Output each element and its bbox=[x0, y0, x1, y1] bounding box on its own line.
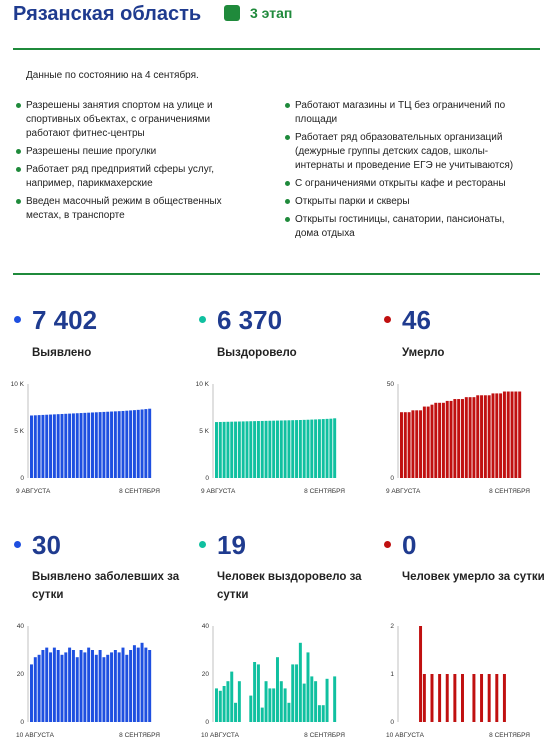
bullet-icon bbox=[285, 181, 290, 186]
y-tick-label: 0 bbox=[205, 719, 209, 726]
bullet-icon bbox=[16, 103, 21, 108]
chart-bar bbox=[91, 650, 94, 722]
chart-bar bbox=[472, 674, 475, 722]
bar-chart bbox=[189, 378, 349, 498]
stat-dot-icon bbox=[199, 316, 206, 323]
stat-dot-icon bbox=[384, 541, 391, 548]
chart-bar bbox=[307, 652, 310, 722]
restriction-item bbox=[285, 131, 525, 173]
chart-bar bbox=[453, 674, 456, 722]
chart-bar bbox=[234, 703, 237, 722]
x-start-label: 9 АВГУСТА bbox=[201, 488, 236, 495]
bar-chart bbox=[189, 620, 349, 740]
chart-bar bbox=[488, 395, 491, 478]
chart-bar bbox=[118, 652, 121, 722]
chart-bar bbox=[427, 407, 430, 478]
chart-bar bbox=[314, 419, 317, 478]
chart-bar bbox=[72, 413, 75, 478]
chart-bar bbox=[280, 420, 283, 478]
stat-label: Человек выздоровело за сутки bbox=[217, 571, 362, 601]
bullet-icon bbox=[285, 103, 290, 108]
stage-indicator-square bbox=[224, 5, 240, 21]
chart-bar bbox=[34, 415, 37, 478]
chart-bar bbox=[61, 414, 64, 478]
chart-bar bbox=[53, 414, 56, 478]
chart-bar bbox=[310, 420, 313, 478]
stat-value: 6 370 bbox=[217, 305, 283, 335]
y-tick-label: 40 bbox=[16, 623, 24, 630]
chart-bar bbox=[326, 419, 329, 478]
x-start-label: 10 АВГУСТА bbox=[386, 732, 424, 739]
chart-bar bbox=[30, 415, 33, 478]
bar-chart bbox=[374, 620, 534, 740]
chart-bar bbox=[469, 397, 472, 478]
restrictions-left-list bbox=[16, 99, 256, 227]
chart-bar bbox=[41, 650, 44, 722]
chart-bar bbox=[257, 664, 260, 722]
chart-bar bbox=[61, 655, 64, 722]
chart-bar bbox=[431, 405, 434, 478]
chart-bar bbox=[284, 688, 287, 722]
chart-bar bbox=[41, 415, 44, 478]
chart-bar bbox=[329, 419, 332, 478]
chart-bar bbox=[226, 422, 229, 478]
chart-bar bbox=[438, 403, 441, 478]
chart-bar bbox=[95, 412, 98, 478]
stat-value: 30 bbox=[32, 530, 61, 560]
chart-bar bbox=[238, 422, 241, 478]
chart-bar bbox=[438, 674, 441, 722]
chart-bar bbox=[472, 397, 475, 478]
chart-bar bbox=[295, 420, 298, 478]
chart-bar bbox=[64, 414, 67, 478]
chart-bar bbox=[83, 413, 86, 478]
chart-bar bbox=[507, 392, 510, 478]
chart-bar bbox=[38, 655, 41, 722]
bar-chart bbox=[4, 620, 164, 740]
chart-bar bbox=[91, 412, 94, 478]
x-start-label: 9 АВГУСТА bbox=[386, 488, 421, 495]
chart-bar bbox=[303, 420, 306, 478]
chart-bar bbox=[265, 681, 268, 722]
chart-bar bbox=[272, 688, 275, 722]
restriction-item bbox=[285, 177, 525, 191]
stat-label: Выздоровело bbox=[217, 347, 297, 359]
chart-bar bbox=[45, 415, 48, 478]
chart-bar bbox=[484, 395, 487, 478]
chart-bar bbox=[423, 674, 426, 722]
chart-bar bbox=[99, 412, 102, 478]
chart-bar bbox=[518, 392, 521, 478]
chart-bar bbox=[408, 412, 411, 478]
x-end-label: 8 СЕНТЯБРЯ bbox=[119, 488, 160, 495]
chart-bar bbox=[110, 652, 113, 722]
chart-bar bbox=[219, 422, 222, 478]
chart-bar bbox=[114, 411, 117, 478]
chart-bar bbox=[230, 422, 233, 478]
chart-bar bbox=[148, 409, 151, 478]
chart-bar bbox=[295, 664, 298, 722]
region-title: Рязанская область bbox=[13, 3, 202, 25]
chart-bar bbox=[503, 674, 506, 722]
chart-bar bbox=[404, 412, 407, 478]
chart-bar bbox=[110, 412, 113, 478]
chart-bar bbox=[318, 419, 321, 478]
stat-label: Человек умерло за сутки bbox=[402, 571, 545, 583]
y-tick-label: 20 bbox=[201, 671, 209, 678]
x-end-label: 8 СЕНТЯБРЯ bbox=[489, 732, 530, 739]
chart-bar bbox=[318, 705, 321, 722]
chart-bar bbox=[246, 421, 249, 478]
restriction-item bbox=[16, 99, 256, 141]
chart-bar bbox=[102, 657, 105, 722]
chart-bar bbox=[499, 393, 502, 478]
chart-bar bbox=[57, 414, 60, 478]
x-end-label: 8 СЕНТЯБРЯ bbox=[119, 732, 160, 739]
chart-bar bbox=[431, 674, 434, 722]
chart-bar bbox=[238, 681, 241, 722]
chart-bar bbox=[129, 650, 132, 722]
chart-bar bbox=[457, 399, 460, 478]
chart-bar bbox=[450, 401, 453, 478]
chart-bar bbox=[125, 655, 128, 722]
chart-bar bbox=[64, 652, 67, 722]
chart-bar bbox=[253, 662, 256, 722]
chart-bar bbox=[230, 672, 233, 722]
chart-bar bbox=[322, 705, 325, 722]
chart-bar bbox=[333, 418, 336, 478]
chart-bar bbox=[114, 650, 117, 722]
chart-bar bbox=[76, 657, 79, 722]
restriction-item bbox=[16, 163, 256, 191]
chart-bar bbox=[34, 657, 37, 722]
chart-bar bbox=[102, 412, 105, 478]
chart-bar bbox=[68, 648, 71, 722]
chart-bar bbox=[503, 392, 506, 478]
chart-bar bbox=[434, 403, 437, 478]
stat-label: Умерло bbox=[402, 347, 445, 359]
stat-label: Выявлено bbox=[32, 347, 92, 359]
chart-bar bbox=[45, 648, 48, 722]
chart-bar bbox=[495, 393, 498, 478]
chart-bar bbox=[446, 674, 449, 722]
chart-bar bbox=[215, 688, 218, 722]
restriction-text: Открыты парки и скверы bbox=[295, 196, 410, 207]
chart-bar bbox=[461, 674, 464, 722]
restriction-text: Работает ряд образовательных организаций (дежурные группы детских садов, школы-интернаты и проведение ЕГЭ не учитываются) bbox=[295, 132, 514, 171]
chart-bar bbox=[476, 395, 479, 478]
bar-chart bbox=[4, 378, 164, 498]
chart-bar bbox=[299, 420, 302, 478]
restriction-item bbox=[16, 195, 256, 223]
y-tick-label: 10 K bbox=[10, 381, 24, 388]
chart-bar bbox=[80, 413, 83, 478]
date-line: Данные по состоянию на 4 сентября. bbox=[26, 70, 199, 81]
chart-bar bbox=[53, 648, 56, 722]
chart-bar bbox=[453, 399, 456, 478]
chart-bar bbox=[276, 657, 279, 722]
y-tick-label: 2 bbox=[390, 623, 394, 630]
x-end-label: 8 СЕНТЯБРЯ bbox=[489, 488, 530, 495]
y-tick-label: 0 bbox=[390, 475, 394, 482]
chart-bar bbox=[287, 703, 290, 722]
chart-bar bbox=[492, 393, 495, 478]
chart-bar bbox=[307, 420, 310, 478]
chart-bar bbox=[265, 421, 268, 478]
chart-bar bbox=[49, 652, 52, 722]
y-tick-label: 0 bbox=[20, 475, 24, 482]
chart-bar bbox=[314, 681, 317, 722]
stat-dot-icon bbox=[14, 316, 21, 323]
chart-bar bbox=[242, 421, 245, 478]
chart-bar bbox=[129, 410, 132, 478]
chart-bar bbox=[80, 650, 83, 722]
chart-bar bbox=[141, 643, 144, 722]
bullet-icon bbox=[285, 217, 290, 222]
restriction-item bbox=[285, 213, 525, 241]
chart-bar bbox=[234, 422, 237, 478]
y-tick-label: 10 K bbox=[195, 381, 209, 388]
chart-bar bbox=[125, 411, 128, 478]
stat-value: 46 bbox=[402, 305, 431, 335]
chart-bar bbox=[95, 655, 98, 722]
chart-bar bbox=[87, 648, 90, 722]
chart-bar bbox=[299, 643, 302, 722]
stat-label: Выявлено заболевших за сутки bbox=[32, 571, 180, 601]
chart-bar bbox=[49, 415, 52, 478]
chart-bar bbox=[419, 626, 422, 722]
y-tick-label: 0 bbox=[20, 719, 24, 726]
chart-bar bbox=[291, 420, 294, 478]
chart-bar bbox=[284, 420, 287, 478]
stat-value: 7 402 bbox=[32, 305, 98, 335]
chart-bar bbox=[106, 655, 109, 722]
chart-bar bbox=[99, 650, 102, 722]
chart-bar bbox=[480, 674, 483, 722]
restriction-text: Работает ряд предприятий сферы услуг, например, парикмахерские bbox=[26, 164, 214, 189]
y-tick-label: 5 K bbox=[199, 428, 209, 435]
stat-dot-icon bbox=[199, 541, 206, 548]
chart-bar bbox=[226, 681, 229, 722]
restriction-text: Открыты гостиницы, санатории, пансионаты, дома отдыха bbox=[295, 214, 505, 239]
chart-bar bbox=[223, 422, 226, 478]
bullet-icon bbox=[16, 199, 21, 204]
chart-bar bbox=[133, 410, 136, 478]
chart-bar bbox=[419, 410, 422, 478]
chart-bar bbox=[57, 650, 60, 722]
y-tick-label: 5 K bbox=[14, 428, 24, 435]
y-tick-label: 50 bbox=[386, 381, 394, 388]
bar-chart bbox=[374, 378, 534, 498]
chart-bar bbox=[87, 413, 90, 478]
chart-bar bbox=[287, 420, 290, 478]
chart-bar bbox=[257, 421, 260, 478]
chart-bar bbox=[223, 686, 226, 722]
chart-bar bbox=[276, 421, 279, 478]
chart-bar bbox=[268, 688, 271, 722]
x-start-label: 10 АВГУСТА bbox=[16, 732, 54, 739]
y-tick-label: 1 bbox=[390, 671, 394, 678]
stat-dot-icon bbox=[384, 316, 391, 323]
chart-bar bbox=[268, 421, 271, 478]
top-divider bbox=[13, 48, 540, 50]
chart-bar bbox=[76, 413, 79, 478]
x-start-label: 9 АВГУСТА bbox=[16, 488, 51, 495]
chart-bar bbox=[310, 676, 313, 722]
chart-bar bbox=[261, 708, 264, 722]
chart-bar bbox=[411, 410, 414, 478]
restriction-item bbox=[285, 99, 525, 127]
y-tick-label: 20 bbox=[16, 671, 24, 678]
chart-bar bbox=[72, 650, 75, 722]
bullet-icon bbox=[285, 199, 290, 204]
chart-bar bbox=[249, 421, 252, 478]
chart-bar bbox=[137, 648, 140, 722]
bullet-icon bbox=[285, 135, 290, 140]
chart-bar bbox=[326, 679, 329, 722]
middle-divider bbox=[13, 273, 540, 275]
chart-bar bbox=[137, 410, 140, 478]
restriction-item bbox=[285, 195, 525, 209]
chart-bar bbox=[30, 664, 33, 722]
chart-bar bbox=[106, 412, 109, 478]
chart-bar bbox=[148, 650, 151, 722]
restriction-text: С ограничениями открыты кафе и рестораны bbox=[295, 178, 506, 189]
chart-bar bbox=[442, 403, 445, 478]
chart-bar bbox=[322, 419, 325, 478]
stat-dot-icon bbox=[14, 541, 21, 548]
chart-bar bbox=[122, 648, 125, 722]
chart-bar bbox=[219, 691, 222, 722]
stat-value: 0 bbox=[402, 530, 417, 560]
chart-bar bbox=[215, 422, 218, 478]
bullet-icon bbox=[16, 167, 21, 172]
x-end-label: 8 СЕНТЯБРЯ bbox=[304, 732, 345, 739]
x-start-label: 10 АВГУСТА bbox=[201, 732, 239, 739]
restriction-item bbox=[16, 145, 256, 159]
restriction-text: Работают магазины и ТЦ без ограничений по площади bbox=[295, 100, 506, 125]
chart-bar bbox=[423, 407, 426, 478]
restriction-text: Разрешены занятия спортом на улице и спортивных объектах, с ограничениями работают фитнес-центры bbox=[26, 100, 213, 139]
chart-bar bbox=[133, 645, 136, 722]
chart-bar bbox=[400, 412, 403, 478]
chart-bar bbox=[511, 392, 514, 478]
chart-bar bbox=[83, 652, 86, 722]
chart-bar bbox=[141, 409, 144, 478]
chart-bar bbox=[333, 676, 336, 722]
y-tick-label: 0 bbox=[205, 475, 209, 482]
chart-bar bbox=[446, 401, 449, 478]
chart-bar bbox=[291, 664, 294, 722]
y-tick-label: 0 bbox=[390, 719, 394, 726]
chart-bar bbox=[272, 421, 275, 478]
y-tick-label: 40 bbox=[201, 623, 209, 630]
chart-bar bbox=[461, 399, 464, 478]
chart-bar bbox=[465, 397, 468, 478]
restriction-text: Разрешены пешие прогулки bbox=[26, 146, 157, 157]
chart-bar bbox=[488, 674, 491, 722]
chart-bar bbox=[68, 414, 71, 478]
restriction-text: Введен масочный режим в общественных местах, в транспорте bbox=[26, 196, 222, 221]
chart-bar bbox=[415, 410, 418, 478]
chart-bar bbox=[303, 684, 306, 722]
chart-bar bbox=[480, 395, 483, 478]
chart-bar bbox=[118, 411, 121, 478]
stat-value: 19 bbox=[217, 530, 246, 560]
chart-bar bbox=[253, 421, 256, 478]
chart-bar bbox=[122, 411, 125, 478]
bullet-icon bbox=[16, 149, 21, 154]
chart-bar bbox=[144, 409, 147, 478]
chart-bar bbox=[514, 392, 517, 478]
chart-bar bbox=[495, 674, 498, 722]
chart-bar bbox=[144, 648, 147, 722]
chart-bar bbox=[261, 421, 264, 478]
chart-bar bbox=[249, 696, 252, 722]
chart-bar bbox=[38, 415, 41, 478]
stage-label: 3 этап bbox=[250, 5, 293, 21]
x-end-label: 8 СЕНТЯБРЯ bbox=[304, 488, 345, 495]
chart-bar bbox=[280, 681, 283, 722]
restrictions-right-list bbox=[285, 99, 525, 245]
